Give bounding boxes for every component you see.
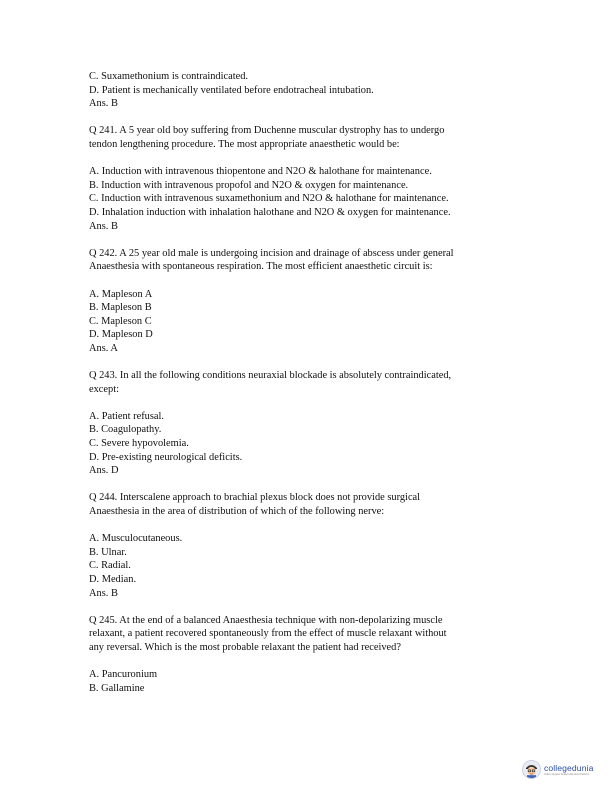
mascot-icon (522, 760, 541, 779)
option-c: C. Radial. (89, 560, 131, 572)
option-c: C. Induction with intravenous suxamethonium and N2O & halothane for maintenance. (89, 193, 449, 205)
collegedunia-logo[interactable] (522, 760, 593, 779)
question-text: Q 242. A 25 year old male is undergoing incision and drainage of abscess under general Anaesthesia with spontaneous respiration. The most efficient anaesthetic circuit is: (89, 247, 454, 273)
option-d: D. Median. (89, 573, 137, 585)
option-a: A. Mapleson A (89, 288, 153, 300)
question-text: Q 243. In all the following conditions neuraxial blockade is absolutely contraindicated, except: (89, 370, 452, 395)
question-text: Q 245. At the end of a balanced Anaesthesia technique with non-depolarizing muscle relaxant, a patient recovered spontaneously from the effect of muscle relaxant without any reversal. Which is the most probable relaxant the patient had received? (89, 614, 447, 653)
option-a: A. Musculocutaneous. (89, 533, 183, 545)
option-d: D. Mapleson D (89, 329, 153, 341)
question-242 (89, 247, 559, 356)
answer: Ans. B (89, 587, 118, 599)
question-244 (89, 491, 559, 600)
option-c: C. Mapleson C (89, 315, 152, 327)
answer: Ans. A (89, 342, 118, 354)
question-text: Q 244. Interscalene approach to brachial plexus block does not provide surgical Anaesthesia in the area of distribution of which of the following nerve: (89, 492, 421, 517)
option-a: A. Induction with intravenous thiopentone and N2O & halothane for maintenance. (89, 166, 432, 178)
brand-tagline: India's largest Student Review Platform (544, 773, 590, 776)
option-b: B. Gallamine (89, 682, 145, 694)
question-243 (89, 369, 559, 478)
option-a: A. Patient refusal. (89, 410, 165, 422)
answer: Ans. B (89, 220, 118, 232)
previous-question-tail (89, 70, 559, 111)
option-d: D. Inhalation induction with inhalation halothane and N2O & oxygen for maintenance. (89, 206, 451, 218)
option-b: B. Coagulopathy. (89, 424, 162, 436)
option-b: B. Ulnar. (89, 546, 127, 558)
option-c: C. Severe hypovolemia. (89, 438, 189, 450)
answer: Ans. B (89, 98, 118, 110)
brand-name: collegedunia (544, 763, 594, 773)
question-241 (89, 124, 559, 233)
document-page (89, 70, 559, 695)
option-c: C. Suxamethonium is contraindicated. (89, 71, 249, 82)
option-b: B. Induction with intravenous propofol and N2O & oxygen for maintenance. (89, 179, 409, 191)
question-text: Q 241. A 5 year old boy suffering from Duchenne muscular dystrophy has to undergo tendon lengthening procedure. The most appropriate anaesthetic would be: (89, 125, 445, 150)
option-d: D. Pre-existing neurological deficits. (89, 451, 243, 463)
option-b: B. Mapleson B (89, 302, 152, 314)
option-d: D. Patient is mechanically ventilated before endotracheal intubation. (89, 84, 374, 96)
option-a: A. Pancuronium (89, 669, 158, 681)
answer: Ans. D (89, 465, 119, 477)
question-245 (89, 614, 559, 696)
